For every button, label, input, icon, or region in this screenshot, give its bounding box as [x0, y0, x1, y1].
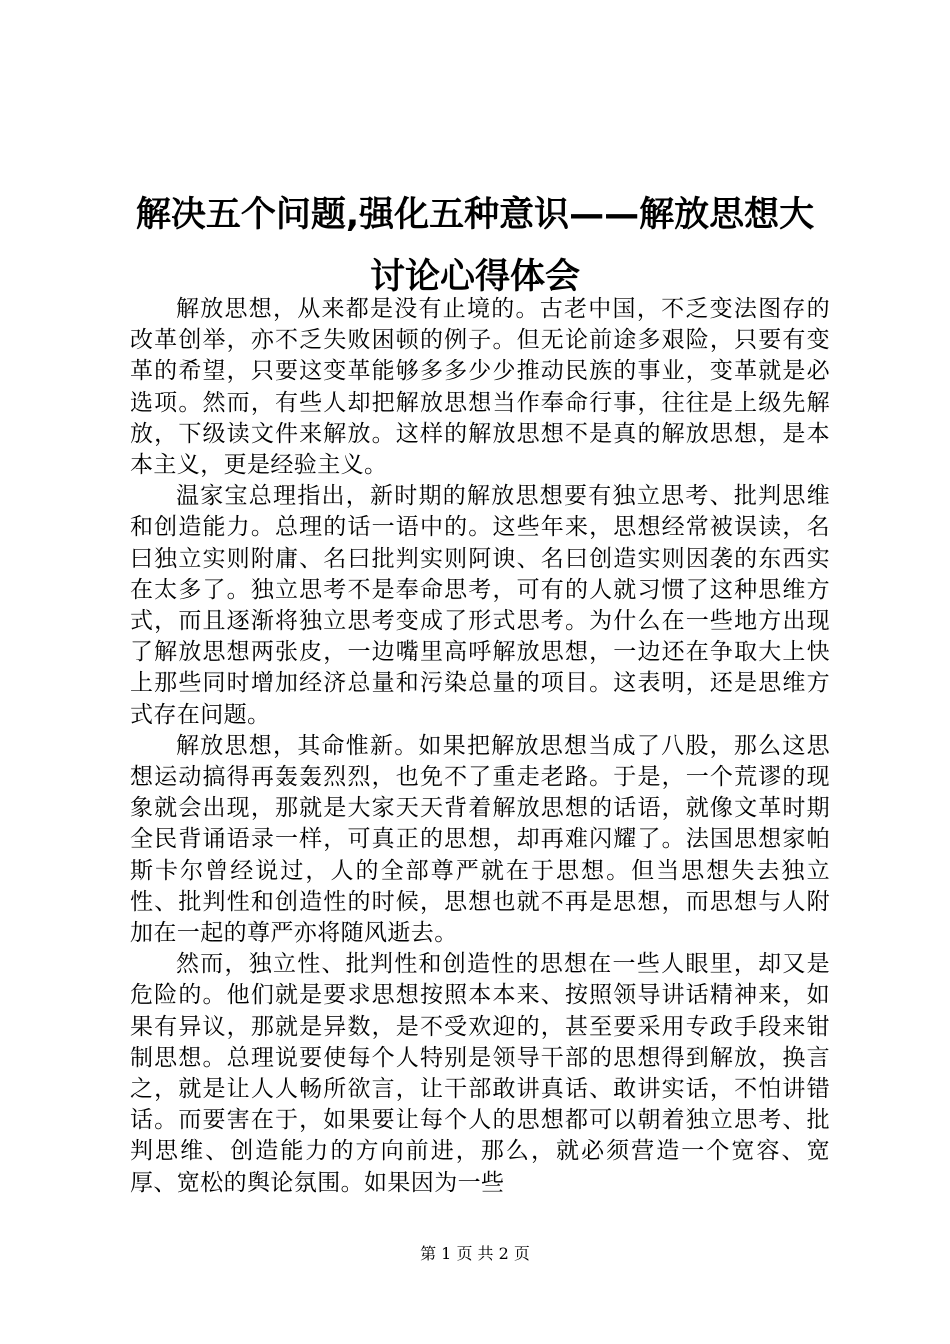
- document-title: [110, 184, 840, 308]
- title-line-1: 解决五个问题,强化五种意识——解放思想大: [135, 195, 815, 235]
- paragraph-1: 解放思想，从来都是没有止境的。古老中国，不乏变法图存的改革创举，亦不乏失败困顿的例子。但无论前途多艰险，只要有变革的希望，只要这变革能够多多少少推动民族的事业，变革就是必选项。然而，有些人却把解放思想当作奉命行事，往往是上级先解放，下级读文件来解放。这样的解放思想不是真的解放思想，是本本主义，更是经验主义。: [130, 296, 830, 479]
- paragraph-4: 然而，独立性、批判性和创造性的思想在一些人眼里，却又是危险的。他们就是要求思想按照本本来、按照领导讲话精神来，如果有异议，那就是异数，是不受欢迎的，甚至要采用专政手段来钳制思想。总理说要使每个人特别是领导干部的思想得到解放，换言之，就是让人人畅所欲言，让干部敢讲真话、敢讲实话，不怕讲错话。而要害在于，如果要让每个人的思想都可以朝着独立思考、批判思维、创造能力的方向前进，那么，就必须营造一个宽容、宽厚、宽松的舆论氛围。如果因为一些: [130, 951, 830, 1196]
- paragraph-2: 温家宝总理指出，新时期的解放思想要有独立思考、批判思维和创造能力。总理的话一语中的。这些年来，思想经常被误读，名曰独立实则附庸、名曰批判实则阿谀、名曰创造实则因袭的东西实在太多了。独立思考不是奉命思考，可有的人就习惯了这种思维方式，而且逐渐将独立思考变成了形式思考。为什么在一些地方出现了解放思想两张皮，一边嘴里高呼解放思想，一边还在争取大上快上那些同时增加经济总量和污染总量的项目。这表明，还是思维方式存在问题。: [130, 483, 830, 728]
- document-body: [130, 294, 830, 1199]
- title-line-2: 讨论心得体会: [369, 257, 580, 297]
- paragraph-3: 解放思想，其命惟新。如果把解放思想当成了八股，那么这思想运动搞得再轰轰烈烈，也免不了重走老路。于是，一个荒谬的现象就会出现，那就是大家天天背着解放思想的话语，就像文革时期全民背诵语录一样，可真正的思想，却再难闪耀了。法国思想家帕斯卡尔曾经说过，人的全部尊严就在于思想。但当思想失去独立性、批判性和创造性的时候，思想也就不再是思想，而思想与人附加在一起的尊严亦将随风逝去。: [130, 732, 830, 947]
- page-number-footer: 第 1 页 共 2 页: [420, 1244, 530, 1263]
